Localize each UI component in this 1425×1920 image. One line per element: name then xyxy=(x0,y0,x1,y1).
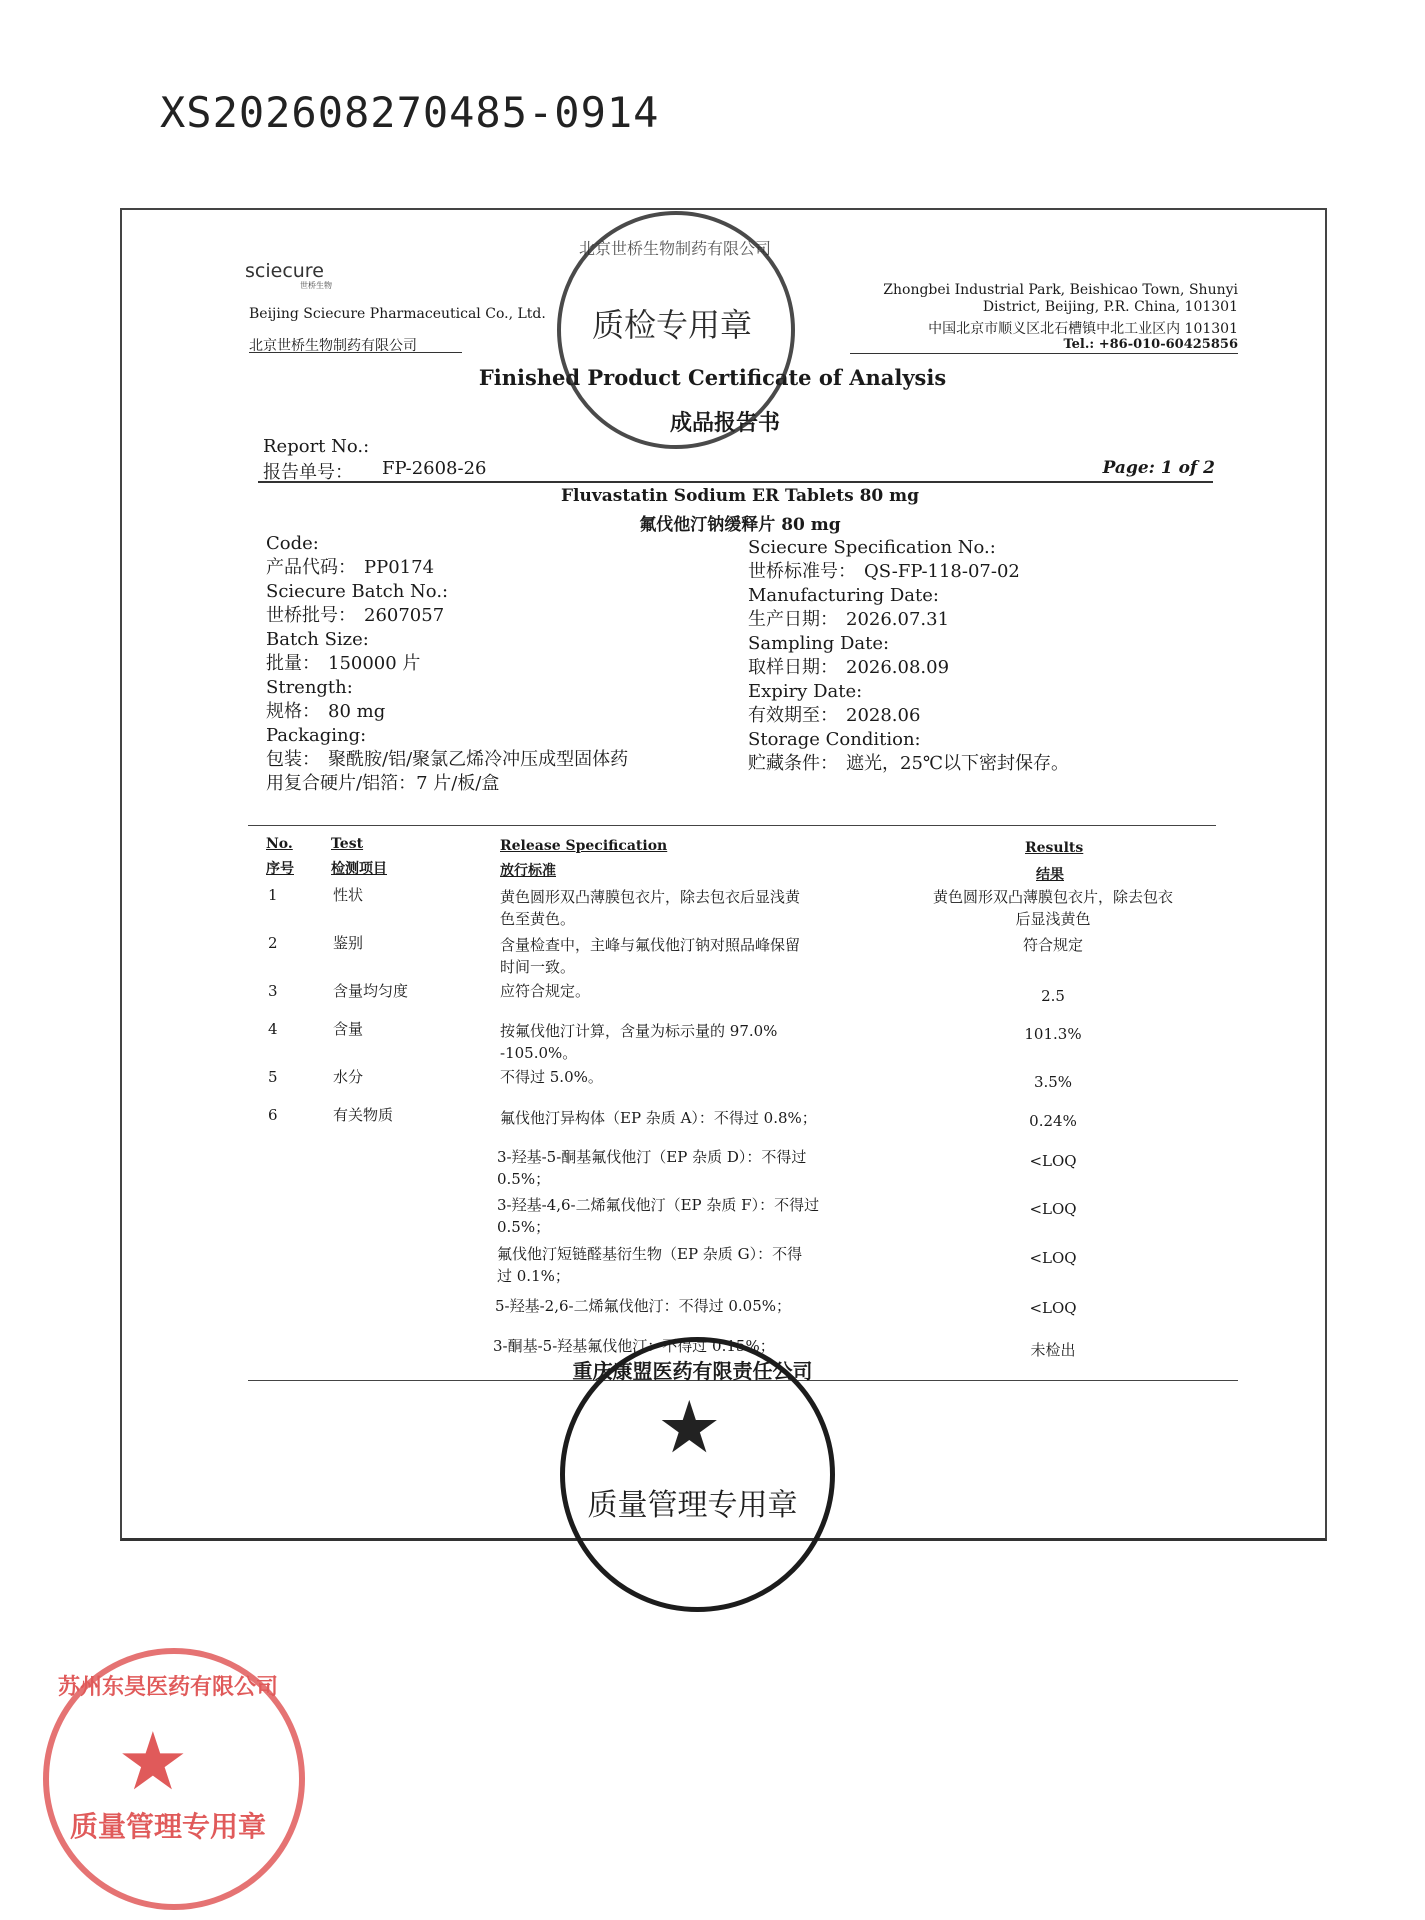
spec-line: 5-羟基-2,6-二烯氟伐他汀：不得过 0.05%； xyxy=(495,1297,792,1315)
info-label-en: Batch Size: xyxy=(266,629,369,650)
row-result xyxy=(883,1297,1223,1319)
certificate-title-en: Finished Product Certificate of Analysis xyxy=(478,365,947,390)
phone-number: Tel.: +86-010-60425856 xyxy=(1063,337,1238,352)
result-line: 101.3% xyxy=(1024,1025,1082,1043)
info-value: PP0174 xyxy=(364,557,435,578)
info-field xyxy=(748,560,1069,584)
info-label-en: Code: xyxy=(266,533,319,554)
row-result xyxy=(883,1110,1223,1132)
spec-line: 过 0.1%； xyxy=(497,1267,570,1285)
info-field xyxy=(748,704,1069,728)
row-result xyxy=(883,1247,1223,1269)
spec-line: 应符合规定。 xyxy=(500,982,591,1000)
row-spec xyxy=(500,1020,777,1064)
row-result xyxy=(883,1198,1223,1220)
spec-line: 3-羟基-5-酮基氟伐他汀（EP 杂质 D）：不得过 xyxy=(497,1148,807,1166)
product-name-cn: 氟伐他汀钠缓释片 80 mg xyxy=(639,515,841,535)
spec-line: 3-酮基-5-羟基氟伐他汀：不得过 0.15%； xyxy=(493,1337,775,1355)
company-name-en: Beijing Sciecure Pharmaceutical Co., Ltd. xyxy=(249,306,546,322)
row-spec xyxy=(497,1146,806,1190)
info-field xyxy=(748,608,1069,632)
row-test: 含量均匀度 xyxy=(333,982,409,1000)
report-label-cn: 报告单号： xyxy=(263,462,353,483)
product-name-en: Fluvastatin Sodium ER Tablets 80 mg xyxy=(560,486,920,506)
row-spec xyxy=(500,886,800,930)
header-result-en: Results xyxy=(1025,840,1084,856)
info-label-en: Storage Condition: xyxy=(748,729,921,750)
result-line: 2.5 xyxy=(1041,987,1065,1005)
row-no: 4 xyxy=(268,1020,278,1038)
row-result xyxy=(883,1150,1223,1172)
company-name-cn: 北京世桥生物制药有限公司 xyxy=(249,338,417,354)
info-value: QS-FP-118-07-02 xyxy=(864,561,1020,582)
qc-seal-outer-text: 北京世桥生物制药有限公司 xyxy=(578,239,771,258)
info-left-column xyxy=(266,532,628,796)
info-label-cn: 包装： xyxy=(266,749,320,770)
spec-line: 氟伐他汀异构体（EP 杂质 A）：不得过 0.8%； xyxy=(500,1109,817,1127)
page-indicator: Page: 1 of 2 xyxy=(1102,458,1215,478)
info-value: 2028.06 xyxy=(846,705,921,726)
spec-line: 按氟伐他汀计算，含量为标示量的 97.0% xyxy=(500,1022,778,1040)
info-field xyxy=(266,556,628,580)
info-value: 2607057 xyxy=(364,605,445,626)
company-logo-cn: 世桥生物 xyxy=(300,281,332,290)
address-line: Zhongbei Industrial Park, Beishicao Town, Shunyi xyxy=(883,282,1238,298)
report-number: FP-2608-26 xyxy=(382,458,487,479)
spec-line: 时间一致。 xyxy=(500,958,576,976)
qc-seal-text: 质检专用章 xyxy=(591,306,752,344)
info-label-cn: 世桥批号： xyxy=(266,605,356,626)
row-no: 2 xyxy=(268,934,278,952)
star-icon: ★ xyxy=(657,1385,722,1469)
suzhou-seal-outer-text: 苏州东昊医药有限公司 xyxy=(57,1674,278,1700)
result-line: <LOQ xyxy=(1029,1152,1077,1170)
chongqing-seal-outer-text: 重庆康盟医药有限责任公司 xyxy=(572,1359,813,1383)
spec-line: 0.5%； xyxy=(497,1170,551,1188)
row-spec xyxy=(495,1295,791,1317)
row-result xyxy=(883,985,1223,1007)
info-label-en: Strength: xyxy=(266,677,353,698)
spec-line: 3-羟基-4,6-二烯氟伐他汀（EP 杂质 F）：不得过 xyxy=(497,1196,820,1214)
result-line: 符合规定 xyxy=(1022,936,1083,954)
spec-line: 黄色圆形双凸薄膜包衣片，除去包衣后显浅黄 xyxy=(500,888,801,906)
row-spec xyxy=(497,1243,802,1287)
row-spec xyxy=(497,1194,819,1238)
table-top-divider xyxy=(248,825,1216,826)
info-value: 聚酰胺/铝/聚氯乙烯冷冲压成型固体药 xyxy=(328,749,629,770)
info-label-cn: 有效期至： xyxy=(748,705,838,726)
result-line: 后显浅黄色 xyxy=(1015,910,1091,928)
row-result xyxy=(883,934,1223,956)
address-line: District, Beijing, P.R. China, 101301 xyxy=(982,299,1238,315)
report-divider xyxy=(258,481,1213,483)
row-test: 含量 xyxy=(333,1020,364,1038)
header-test-en: Test xyxy=(331,836,364,852)
result-line: 0.24% xyxy=(1029,1112,1077,1130)
row-no: 3 xyxy=(268,982,278,1000)
header-spec-en: Release Specification xyxy=(500,838,668,854)
info-label-cn: 取样日期： xyxy=(748,657,838,678)
info-label-cn: 世桥标准号： xyxy=(748,561,856,582)
info-value: 2026.07.31 xyxy=(846,609,950,630)
row-spec xyxy=(500,934,800,978)
info-label-cn: 生产日期： xyxy=(748,609,838,630)
info-label-en: Sciecure Batch No.: xyxy=(266,581,449,602)
info-field xyxy=(266,748,628,772)
header-test-cn: 检测项目 xyxy=(331,861,387,877)
result-line: 3.5% xyxy=(1033,1073,1073,1091)
row-test: 有关物质 xyxy=(333,1106,394,1124)
info-field xyxy=(266,652,628,676)
spec-line: 不得过 5.0%。 xyxy=(500,1068,603,1086)
info-right-column xyxy=(748,536,1069,776)
info-value: 2026.08.09 xyxy=(846,657,950,678)
spec-line: 氟伐他汀短链醛基衍生物（EP 杂质 G）：不得 xyxy=(497,1245,803,1263)
info-label-en: Sciecure Specification No.: xyxy=(748,537,996,558)
star-icon: ★ xyxy=(117,1715,189,1808)
info-value: 遮光，25℃以下密封保存。 xyxy=(846,753,1070,774)
row-result xyxy=(883,1339,1223,1361)
address-line: 中国北京市顺义区北石槽镇中北工业区内 101301 xyxy=(928,321,1238,337)
info-value: 150000 片 xyxy=(328,653,421,674)
spec-line: 色至黄色。 xyxy=(500,910,576,928)
row-test: 鉴别 xyxy=(333,934,364,952)
spec-line: 0.5%； xyxy=(497,1218,551,1236)
chongqing-seal-text: 质量管理专用章 xyxy=(587,1488,798,1523)
result-line: <LOQ xyxy=(1029,1200,1077,1218)
info-value-continued: 用复合硬片/铝箔：7 片/板/盒 xyxy=(266,773,500,794)
row-spec xyxy=(500,1107,817,1129)
row-no: 5 xyxy=(268,1068,278,1086)
info-label-en: Manufacturing Date: xyxy=(748,585,939,606)
row-test: 水分 xyxy=(333,1068,364,1086)
row-no: 6 xyxy=(268,1106,278,1124)
company-logo: sciecure xyxy=(245,260,324,282)
company-divider xyxy=(249,352,462,353)
row-result xyxy=(883,886,1223,930)
info-field xyxy=(266,604,628,628)
report-label-en: Report No.: xyxy=(263,436,370,457)
info-label-en: Packaging: xyxy=(266,725,367,746)
row-result xyxy=(883,1023,1223,1045)
info-label-en: Expiry Date: xyxy=(748,681,863,702)
info-label-en: Sampling Date: xyxy=(748,633,890,654)
spec-line: -105.0%。 xyxy=(500,1044,578,1062)
header-spec-cn: 放行标准 xyxy=(500,863,556,879)
row-spec xyxy=(500,980,590,1002)
spec-line: 含量检查中，主峰与氟伐他汀钠对照品峰保留 xyxy=(500,936,801,954)
row-spec xyxy=(500,1066,603,1088)
info-label-cn: 贮藏条件： xyxy=(748,753,838,774)
row-result xyxy=(883,1071,1223,1093)
result-line: <LOQ xyxy=(1029,1299,1077,1317)
result-line: <LOQ xyxy=(1029,1249,1077,1267)
row-no: 1 xyxy=(268,886,278,904)
header-no-en: No. xyxy=(266,836,293,852)
header-result-cn: 结果 xyxy=(1036,867,1064,883)
row-test: 性状 xyxy=(333,886,364,904)
info-label-cn: 批量： xyxy=(266,653,320,674)
result-line: 未检出 xyxy=(1030,1341,1076,1359)
info-field xyxy=(748,656,1069,680)
suzhou-seal-text: 质量管理专用章 xyxy=(69,1810,266,1843)
document-number: XS202608270485-0914 xyxy=(160,88,660,137)
info-value: 80 mg xyxy=(328,701,386,722)
info-field xyxy=(748,752,1069,776)
certificate-title-cn: 成品报告书 xyxy=(670,410,781,436)
result-line: 黄色圆形双凸薄膜包衣片，除去包衣 xyxy=(932,888,1173,906)
address-divider xyxy=(850,353,1238,354)
info-field xyxy=(266,700,628,724)
info-label-cn: 产品代码： xyxy=(266,557,356,578)
header-no-cn: 序号 xyxy=(266,861,294,877)
info-label-cn: 规格： xyxy=(266,701,320,722)
